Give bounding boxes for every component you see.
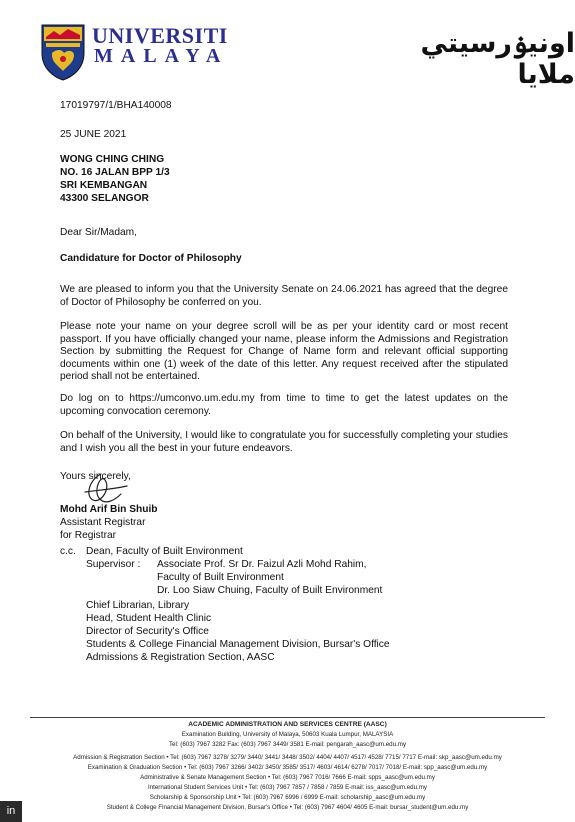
footer-unit-contact: Examination & Graduation Section • Tel: (603) 7967 3266/ 3402/ 3450/ 3585/ 3517/ 4603/ 4614/ 6278/ 7017/ 7018/ E-mail: spp_aasc@um.edu.my [87,764,488,771]
body-paragraph: Do log on to https://umconvo.um.edu.my from time to time to get the latest updates on the upcoming convocation ceremony. [60,393,508,417]
supervisor-line: Faculty of Built Environment [157,572,284,583]
university-crest-logo [40,23,86,81]
body-paragraph: Please note your name on your degree scroll will be as per your identity card or most recent passport. If you have officially changed your name, please inform the Admissions and Registration Section by submitting the Request for Change of Name form and relevant official supporting documents within one (1) week of the date of this letter. Any request received after the stipulated period shall not be entertained. [60,321,508,383]
address-line: SRI KEMBANGAN [60,180,148,191]
signatory-name: Mohd Arif Bin Shuib [60,504,158,515]
university-name-line1: UNIVERSITI [92,23,228,48]
footer-unit-contact: Admission & Registration Section • Tel: (603) 7967 3278/ 3279/ 3440/ 3441/ 3448/ 3502/ 4404/ 4407/ 4517/ 4528/ 7715/ 7717 E-mail: skp_aasc@um.edu.my [73,754,502,761]
footer-address: Examination Building, University of Malaya, 50603 Kuala Lumpur, MALAYSIA [181,731,394,738]
supervisor-line: Dr. Loo Siaw Chuing, Faculty of Built Environment [157,585,383,596]
letter-date: 25 JUNE 2021 [60,129,127,140]
address-line: 43300 SELANGOR [60,193,149,204]
signatory-for: for Registrar [60,530,117,541]
cc-recipient: Director of Security's Office [86,626,209,637]
subject-line: Candidature for Doctor of Philosophy [60,253,242,264]
supervisor-label: Supervisor : [86,559,141,570]
cc-recipient: Dean, Faculty of Built Environment [86,546,243,557]
cc-recipient: Admissions & Registration Section, AASC [86,652,275,663]
cc-label: c.c. [60,546,76,557]
address-line: NO. 16 JALAN BPP 1/3 [60,167,170,178]
footer-unit-contact: Administrative & Senate Management Section • Tel: (603) 7967 7016/ 7666 E-mail: spps_aasc@um.edu.my [140,774,435,781]
footer-centre-name: ACADEMIC ADMINISTRATION AND SERVICES CENTRE (AASC) [188,721,387,728]
footer-unit-contact: Scholarship & Sponsorship Unit • Tel: (603) 7967 6996 / 6999 E-mail: scholarship_aasc@um.edu.my [149,794,426,801]
footer-unit-contact: International Student Services Unit • Tel: (603) 7967 7857 / 7858 / 7859 E-mail: iss_aasc@um.edu.my [147,784,428,791]
footer-unit-contact: Student & College Financial Management Division, Bursar's Office • Tel: (603) 7967 4604/ 4605 E-mail: bursar_student@um.edu.my [106,804,469,811]
address-line: WONG CHING CHING [60,154,165,165]
supervisor-line: Associate Prof. Sr Dr. Faizul Azli Mohd Rahim, [157,559,367,570]
cc-recipient: Students & College Financial Management Division, Bursar's Office [86,639,390,650]
signatory-title: Assistant Registrar [60,517,146,528]
corner-badge[interactable]: in [0,801,22,822]
footer-contact: Tel: (603) 7967 3282 Fax: (603) 7967 3449/ 3581 E-mail: pengarah_aasc@um.edu.my [168,741,407,748]
footer-divider [30,717,545,718]
body-paragraph: On behalf of the University, I would like to congratulate you for successfully completing your studies and I wish you all the best in your future endeavors. [60,430,508,454]
university-name-line2: MALAYA [94,45,229,67]
body-paragraph: We are pleased to inform you that the University Senate on 24.06.2021 has agreed that the degree of Doctor of Philosophy be conferred on you. [60,284,508,308]
closing: Yours sincerely, [60,471,131,482]
reference-number: 17019797/1/BHA140008 [60,100,172,111]
university-name-jawi: اونيۏرسيتي ملايا [420,28,575,90]
salutation: Dear Sir/Madam, [60,227,137,238]
cc-recipient: Chief Librarian, Library [86,600,190,611]
cc-recipient: Head, Student Health Clinic [86,613,212,624]
